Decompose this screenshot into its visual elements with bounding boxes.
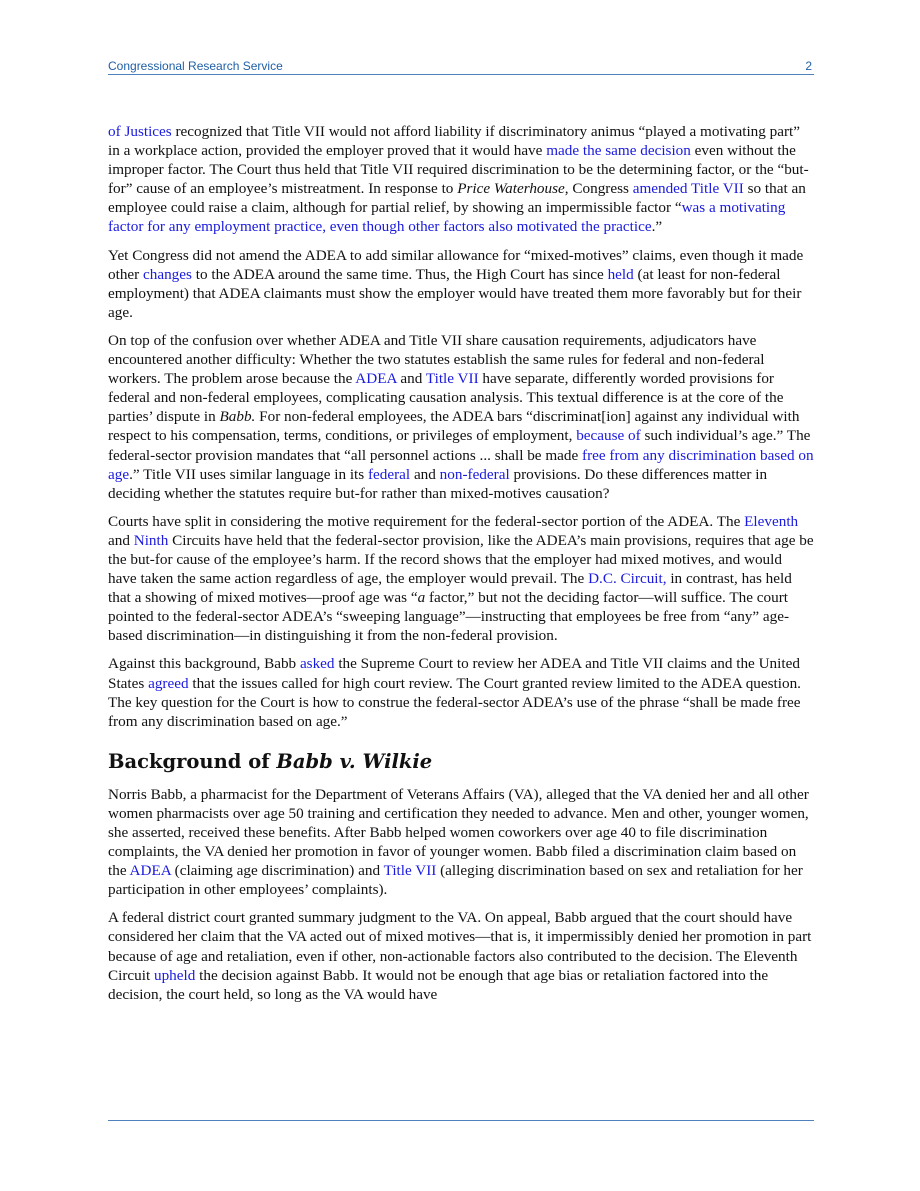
text: and: [396, 370, 426, 388]
link-non-federal[interactable]: non-federal: [439, 465, 510, 483]
text: even without the improper factor. The Court thus held that Title VII required discrimination to be the determining factor, or the “but-for” cause of an employee’s mistreatment. In response to: [108, 142, 809, 198]
footer-rule: [108, 1120, 814, 1121]
text: (alleging discrimination based on sex and retaliation for her participation in other employees’ complaints).: [108, 862, 803, 899]
emphasis: a: [417, 589, 426, 607]
text: (at least for non-federal employment) that ADEA claimants must show the employer would have treated them more favorably but for their age.: [108, 265, 802, 321]
text: Courts have split in considering the motive requirement for the federal-sector portion of the ADEA. The: [108, 512, 745, 530]
paragraph-2: [108, 246, 814, 322]
text: Norris Babb, a pharmacist for the Department of Veterans Affairs (VA), alleged that the VA denied her and all other women pharmacists over age 50 training and certification they needed to advance. Men and other, younger women, she asserted, received these benefits. After Babb helped women coworkers over age 40 to file discrimination complaints, the VA denied her promotion in favor of younger women. Babb filed a discrimination claim based on the: [108, 785, 809, 880]
text: to the ADEA around the same time. Thus, the High Court has since: [191, 265, 608, 283]
text: the decision against Babb. It would not be enough that age bias or retaliation factored into the decision, the court held, so long as the VA would have: [108, 966, 769, 1003]
heading-case-name: Babb v. Wilkie: [276, 749, 433, 773]
paragraph-3: [108, 331, 814, 503]
text: so that an employee could raise a claim, although for partial relief, by showing an impermissible factor “: [108, 180, 806, 217]
text: such individual’s age.” The federal-sector provision mandates that “all personnel actions ... shall be made: [108, 427, 811, 464]
section-heading: [108, 750, 814, 774]
text: .”: [651, 218, 663, 236]
text: in contrast, has held that a showing of mixed motives—proof age was “: [108, 570, 792, 607]
text: the Supreme Court to review her ADEA and Title VII claims and the United States: [108, 655, 800, 692]
text: , Congress: [564, 180, 633, 198]
link-of-justices[interactable]: of Justices: [108, 123, 172, 140]
link-free-from-discrimination[interactable]: free from any discrimination based on age: [108, 446, 814, 483]
link-agreed[interactable]: agreed: [148, 674, 189, 692]
header-page-number: 2: [805, 59, 812, 73]
text: A federal district court granted summary judgment to the VA. On appeal, Babb argued that the court should have considered her claim that the VA acted out of mixed motives—that is, it impermissibly denied her promotion in part because of age and retaliation, even if other, non-actionable factors also contributed to the decision. The Eleventh Circuit: [108, 909, 812, 984]
text: On top of the confusion over whether ADEA and Title VII share causation requirements, adjudicators have encountered another difficulty: Whether the two statutes establish the same rules for federal and non-federal workers. The problem arose because the: [108, 331, 765, 388]
page-header: [108, 57, 814, 75]
heading-text: Background of: [108, 749, 277, 773]
link-held[interactable]: held: [607, 265, 634, 283]
text: recognized that Title VII would not afford liability if discriminatory animus “played a motivating part” in a workplace action, provided the employer proved that it would have: [108, 123, 801, 160]
link-made-the-same-decision[interactable]: made the same decision: [546, 142, 691, 160]
case-name: Price Waterhouse: [457, 180, 565, 198]
link-motivating-factor[interactable]: was a motivating factor for any employment practice, even though other factors also motivated the practice: [108, 199, 786, 236]
link-asked[interactable]: asked: [299, 655, 335, 673]
link-federal[interactable]: federal: [367, 465, 411, 483]
link-ninth[interactable]: Ninth: [133, 531, 169, 549]
link-dc-circuit[interactable]: D.C. Circuit,: [588, 570, 667, 588]
text: provisions. Do these differences matter in deciding whether the statutes require but-for rather than mixed-motives causation?: [108, 465, 768, 502]
text: Circuits have held that the federal-sector provision, like the ADEA’s main provisions, requires that age be the but-for cause of the employee’s harm. If the record shows that the employer had mixed motives, and would have taken the same action regardless of age, the employer would prevail. The: [108, 531, 814, 588]
paragraph-4: [108, 512, 814, 646]
text: For non-federal employees, the ADEA bars “discriminat[ion] against any individual with respect to his compensation, terms, conditions, or privileges of employment,: [108, 408, 800, 445]
link-amended-title-vii[interactable]: amended Title VII: [632, 180, 744, 198]
paragraph-1: [108, 122, 814, 237]
text: factor,” but not the deciding factor—will suffice. The court pointed to the federal-sector ADEA’s “sweeping language”—instructing that employees be free from “any” age-based discrimination—in distinguishing it from the non-federal provision.: [108, 589, 790, 645]
link-eleventh[interactable]: Eleventh: [744, 512, 799, 530]
paragraph-7: [108, 908, 814, 1003]
document-body: [108, 122, 814, 1013]
text: that the issues called for high court review. The Court granted review limited to the ADEA question. The key question for the Court is how to construe the federal-sector ADEA’s use of the phrase “shall be made free from any discrimination based on age.”: [108, 674, 801, 730]
link-upheld[interactable]: upheld: [153, 966, 196, 984]
text: and: [410, 465, 440, 483]
text: .” Title VII uses similar language in its: [129, 465, 368, 483]
link-adea-claim[interactable]: ADEA: [129, 862, 171, 880]
link-because-of[interactable]: because of: [576, 427, 641, 445]
text: Against this background, Babb: [108, 655, 300, 673]
paragraph-6: [108, 785, 814, 900]
text: and: [108, 531, 134, 549]
case-name: Babb.: [219, 408, 256, 426]
link-changes[interactable]: changes: [143, 265, 192, 283]
link-title-vii[interactable]: Title VII: [425, 370, 479, 388]
link-title-vii-claim[interactable]: Title VII: [383, 862, 437, 880]
header-org: Congressional Research Service: [108, 59, 283, 73]
link-adea[interactable]: ADEA: [355, 370, 397, 388]
text: Yet Congress did not amend the ADEA to add similar allowance for “mixed-motives” claims, even though it made other: [108, 246, 804, 283]
text: have separate, differently worded provisions for federal and non-federal employees, complicating causation analysis. This textual difference is at the core of the parties’ dispute in: [108, 370, 784, 426]
text: (claiming age discrimination) and: [170, 862, 384, 880]
paragraph-5: [108, 654, 814, 730]
